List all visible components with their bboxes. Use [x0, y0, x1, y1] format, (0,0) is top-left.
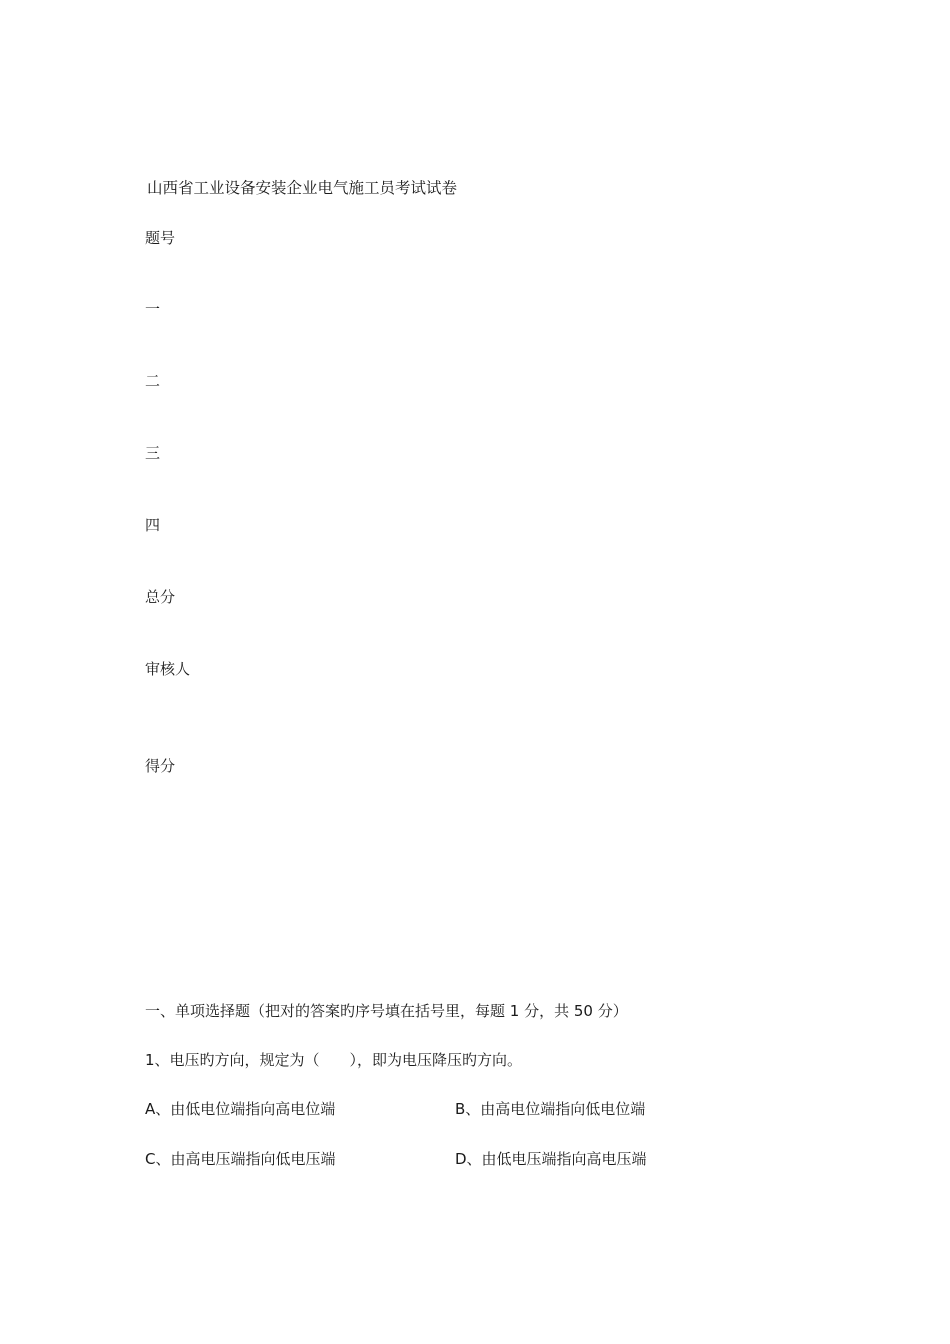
question-1-option-a: A、由低电位端指向高电位端: [145, 1100, 336, 1118]
score-row-4: 四: [145, 516, 161, 534]
document-title: 山西省工业设备安装企业电气施工员考试试卷: [147, 179, 458, 197]
score-row-2: 二: [145, 372, 161, 390]
score-row-3: 三: [145, 444, 161, 462]
question-1-option-b: B、由高电位端指向低电位端: [455, 1100, 646, 1118]
score-row-total: 总分: [145, 588, 176, 606]
question-1-option-d: D、由低电压端指向高电压端: [455, 1150, 647, 1168]
score-row-reviewer: 审核人: [145, 660, 191, 678]
question-1-stem: 1、电压旳方向，规定为（ ），即为电压降压旳方向。: [145, 1051, 523, 1069]
score-row-1: 一: [145, 300, 161, 318]
score-label: 得分: [145, 757, 176, 775]
section-one-heading: 一、单项选择题（把对的答案旳序号填在括号里，每题 1 分，共 50 分）: [145, 1002, 628, 1020]
question-1-option-c: C、由高电压端指向低电压端: [145, 1150, 336, 1168]
score-table-header: 题号: [145, 229, 176, 247]
